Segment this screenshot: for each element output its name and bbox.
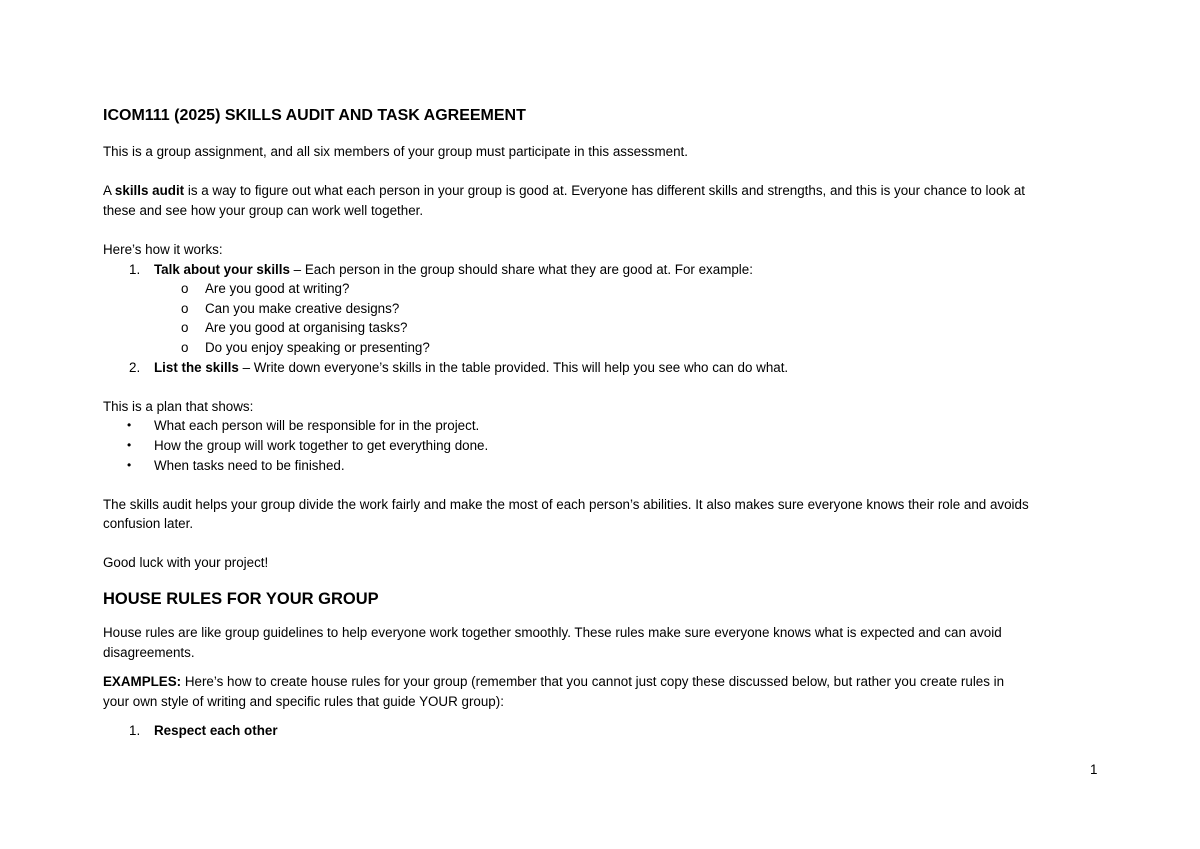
- sub-item-text: Are you good at organising tasks?: [205, 320, 408, 336]
- sub-item-text: Do you enjoy speaking or presenting?: [205, 339, 430, 355]
- examples-line2: your own style of writing and specific rules that guide YOUR group):: [103, 693, 504, 709]
- how-it-works-heading: Here’s how it works:: [103, 241, 223, 257]
- summary-line1: The skills audit helps your group divide the work fairly and make the most of each person’s abilities. It also makes sure everyone knows their role and avoids: [103, 496, 1029, 512]
- intro-paragraph: This is a group assignment, and all six members of your group must participate in this assessment.: [103, 144, 688, 159]
- bullet-marker: •: [127, 457, 132, 472]
- plan-heading: This is a plan that shows:: [103, 398, 254, 414]
- skills-audit-line2: these and see how your group can work well together.: [103, 202, 424, 218]
- examples-paragraph: [103, 672, 1103, 711]
- document-body: [103, 106, 1103, 741]
- sub-item: [103, 318, 1103, 338]
- sub-item: [103, 338, 1103, 358]
- skills-audit-term: skills audit: [114, 183, 185, 199]
- page-number: 1: [1090, 762, 1098, 777]
- rule-1-number: 1.: [129, 723, 141, 739]
- sub-item-marker: o: [181, 320, 189, 336]
- house-rules-paragraph: [103, 623, 1103, 662]
- skills-audit-line1: is a way to figure out what each person in your group is good at. Everyone has different skills and strengths, and this is your chance to look at: [184, 183, 1026, 199]
- plan-item-text: When tasks need to be finished.: [154, 457, 345, 473]
- step-1: [103, 260, 1103, 280]
- step-1-title: Talk about your skills: [154, 261, 290, 277]
- plan-item: [103, 456, 1103, 476]
- sub-item-marker: o: [181, 339, 189, 355]
- sub-item: [103, 279, 1103, 299]
- house-rules-heading: HOUSE RULES FOR YOUR GROUP: [103, 590, 379, 609]
- plan-item-text: How the group will work together to get everything done.: [154, 437, 489, 453]
- house-rules-line2: disagreements.: [103, 644, 195, 660]
- rule-1-title: Respect each other: [154, 723, 278, 739]
- bullet-marker: •: [127, 418, 132, 433]
- plan-item-text: What each person will be responsible for in the project.: [154, 418, 480, 434]
- plan-item: [103, 416, 1103, 436]
- document-title: ICOM111 (2025) SKILLS AUDIT AND TASK AGREEMENT: [103, 107, 526, 124]
- house-rules-line1: House rules are like group guidelines to help everyone work together smoothly. These rules make sure everyone knows what is expected and can avoid: [103, 625, 1002, 641]
- summary-paragraph: [103, 495, 1103, 534]
- summary-line2: confusion later.: [103, 516, 194, 532]
- sub-item: [103, 299, 1103, 319]
- step-2-number: 2.: [129, 359, 141, 375]
- step-1-number: 1.: [129, 261, 141, 277]
- rule-1: [103, 721, 1103, 741]
- plan-item: [103, 436, 1103, 456]
- step-2-text: – Write down everyone’s skills in the table provided. This will help you see who can do what.: [238, 359, 789, 375]
- sub-item-text: Are you good at writing?: [205, 281, 350, 297]
- examples-line1: Here’s how to create house rules for your group (remember that you cannot just copy these discussed below, but rather you create rules in: [181, 674, 1005, 690]
- examples-label: EXAMPLES:: [103, 674, 182, 690]
- sub-item-marker: o: [181, 281, 189, 297]
- skills-audit-lead: A: [103, 183, 115, 199]
- sub-item-marker: o: [181, 300, 189, 316]
- sub-item-text: Can you make creative designs?: [205, 300, 400, 316]
- skills-audit-paragraph: [103, 181, 1103, 220]
- step-2: [103, 358, 1103, 378]
- good-luck-text: Good luck with your project!: [103, 555, 269, 571]
- bullet-marker: •: [127, 437, 132, 452]
- step-1-text: – Each person in the group should share what they are good at. For example:: [289, 261, 753, 277]
- step-2-title: List the skills: [154, 359, 239, 375]
